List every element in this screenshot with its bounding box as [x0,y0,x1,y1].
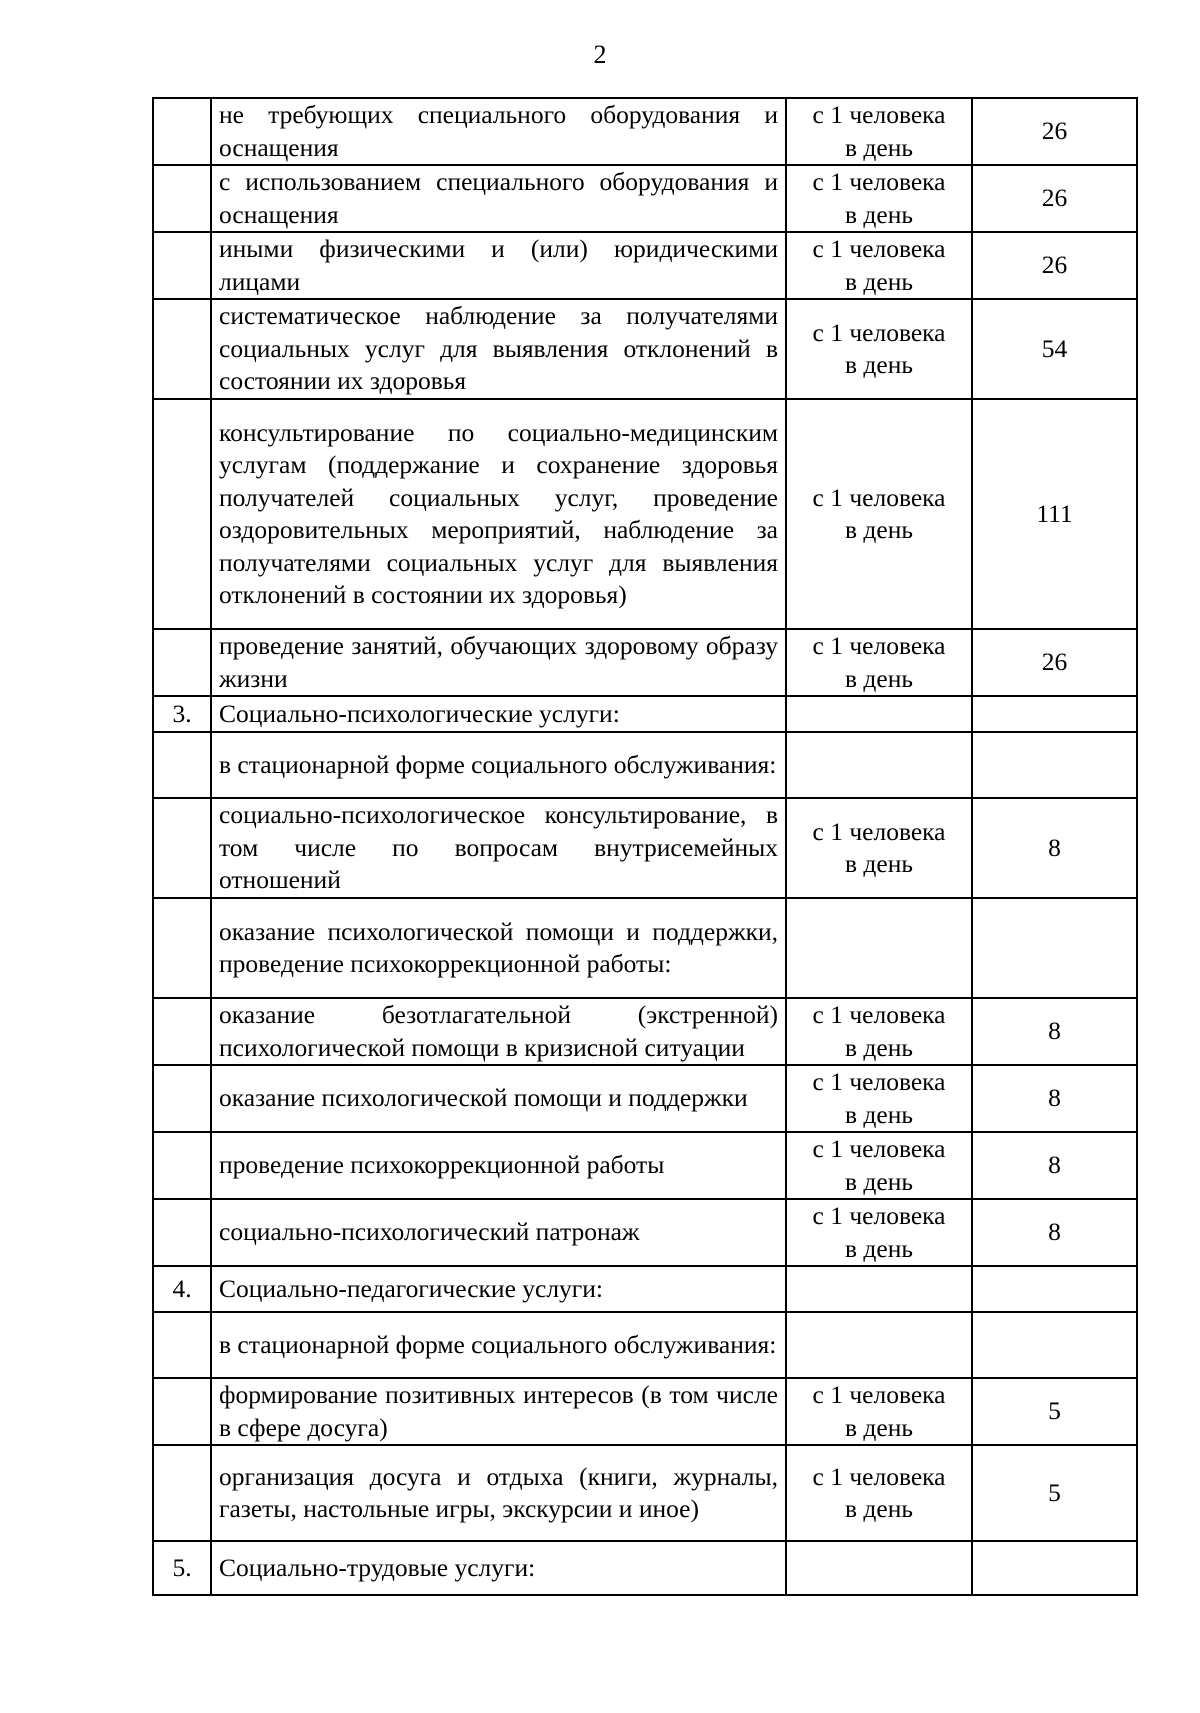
page-number: 2 [593,40,607,69]
norm-value [972,732,1137,798]
unit-line: в день [845,1166,913,1196]
row-number [153,898,211,998]
unit-line: с 1 человека [812,1134,946,1163]
norm-value [972,1312,1137,1378]
row-number [153,798,211,898]
unit-line: в день [845,350,913,379]
unit-line: с 1 человека [812,234,946,263]
table-row [153,1445,1137,1541]
unit-line: с 1 человека [812,317,946,347]
row-number: 5. [153,1541,211,1595]
unit-line: с 1 человека [812,1000,946,1029]
norm-value: 26 [972,165,1137,232]
unit-cell [786,299,972,399]
unit-cell [786,1065,972,1132]
table-row [153,696,1137,732]
table-body [153,98,1137,1595]
service-name: с использованием специального оборудования и оснащения [211,165,786,232]
norm-value: 8 [972,1065,1137,1132]
unit-line: с 1 человека [812,1380,946,1409]
unit-cell [786,98,972,165]
row-number [153,629,211,696]
norm-value [972,1266,1137,1312]
norm-value [972,898,1137,998]
service-name: Социально-психологические услуги: [211,696,786,732]
unit-cell [786,696,972,732]
unit-cell [786,1378,972,1445]
norm-value: 26 [972,629,1137,696]
table-row [153,898,1137,998]
norm-value: 54 [972,299,1137,399]
unit-line: с 1 человека [812,167,946,196]
service-name: не требующих специального оборудования и оснащения [211,98,786,165]
service-name: иными физическими и (или) юридическими лицами [211,232,786,299]
table-row [153,732,1137,798]
table-row [153,1132,1137,1199]
unit-line: с 1 человека [812,1201,946,1230]
unit-cell [786,1312,972,1378]
table-row [153,1065,1137,1132]
row-number [153,998,211,1065]
service-name: Социально-педагогические услуги: [211,1266,786,1312]
norm-value: 8 [972,1199,1137,1266]
table-row [153,1378,1137,1445]
table-row [153,998,1137,1065]
unit-line: в день [845,1494,913,1523]
unit-line: в день [845,1032,913,1062]
unit-line: в день [845,849,913,878]
unit-cell [786,232,972,299]
service-name: в стационарной форме социального обслуживания: [211,1312,786,1378]
service-name: социально-психологическое консультирование, в том числе по вопросам внутрисемейных отношений [211,798,786,898]
unit-cell [786,1132,972,1199]
service-name: формирование позитивных интересов (в том числе в сфере досуга) [211,1378,786,1445]
table-row [153,399,1137,629]
unit-line: с 1 человека [812,100,946,129]
row-number [153,165,211,232]
norm-value: 8 [972,1132,1137,1199]
unit-cell [786,998,972,1065]
unit-line: в день [845,1233,913,1263]
table-row [153,1541,1137,1595]
unit-cell [786,1199,972,1266]
unit-line: в день [845,663,913,693]
table-row [153,1199,1137,1266]
service-name: систематическое наблюдение за получателями социальных услуг для выявления отклонений в состоянии их здоровья [211,299,786,399]
unit-cell [786,1541,972,1595]
row-number: 3. [153,696,211,732]
unit-cell [786,732,972,798]
unit-line: с 1 человека [812,816,946,846]
row-number [153,1065,211,1132]
table-row [153,98,1137,165]
table-row [153,629,1137,696]
unit-line: в день [845,266,913,296]
row-number [153,98,211,165]
service-name: консультирование по социально-медицинским услугам (поддержание и сохранение здоровья получателей социальных услуг, проведение оздоровительных мероприятий, наблюдение за получателями социальных услуг для выявления отклонений в состоянии их здоровья) [211,399,786,629]
unit-cell [786,629,972,696]
service-name: социально-психологический патронаж [211,1199,786,1266]
table-row [153,165,1137,232]
unit-line: с 1 человека [812,1067,946,1096]
row-number [153,399,211,629]
service-name: Социально-трудовые услуги: [211,1541,786,1595]
unit-cell [786,1445,972,1541]
services-table [152,97,1138,1596]
table-row [153,232,1137,299]
norm-value [972,1541,1137,1595]
row-number [153,1132,211,1199]
service-name: оказание безотлагательной (экстренной) психологической помощи в кризисной ситуации [211,998,786,1065]
row-number [153,299,211,399]
norm-value: 26 [972,232,1137,299]
norm-value: 5 [972,1445,1137,1541]
unit-line: в день [845,1412,913,1442]
row-number [153,1199,211,1266]
row-number [153,232,211,299]
service-name: оказание психологической помощи и поддержки [211,1065,786,1132]
table-row [153,299,1137,399]
row-number [153,732,211,798]
norm-value: 26 [972,98,1137,165]
table-row [153,1266,1137,1312]
norm-value [972,696,1137,732]
unit-cell [786,165,972,232]
unit-line: в день [845,132,913,162]
unit-cell [786,1266,972,1312]
norm-value: 5 [972,1378,1137,1445]
row-number [153,1312,211,1378]
row-number [153,1378,211,1445]
unit-cell [786,399,972,629]
unit-line: в день [845,1099,913,1129]
service-name: организация досуга и отдыха (книги, журналы, газеты, настольные игры, экскурсии и иное) [211,1445,786,1541]
unit-line: с 1 человека [812,1461,946,1491]
row-number: 4. [153,1266,211,1312]
unit-cell [786,898,972,998]
unit-line: в день [845,199,913,229]
norm-value: 8 [972,998,1137,1065]
service-name: проведение занятий, обучающих здоровому образу жизни [211,629,786,696]
unit-line: с 1 человека [812,631,946,660]
service-name: в стационарной форме социального обслуживания: [211,732,786,798]
table-row [153,1312,1137,1378]
norm-value: 111 [972,399,1137,629]
service-name: проведение психокоррекционной работы [211,1132,786,1199]
service-name: оказание психологической помощи и поддержки, проведение психокоррекционной работы: [211,898,786,998]
norm-value: 8 [972,798,1137,898]
row-number [153,1445,211,1541]
table-row [153,798,1137,898]
unit-line: в день [845,515,913,544]
unit-cell [786,798,972,898]
unit-line: с 1 человека [812,482,946,512]
